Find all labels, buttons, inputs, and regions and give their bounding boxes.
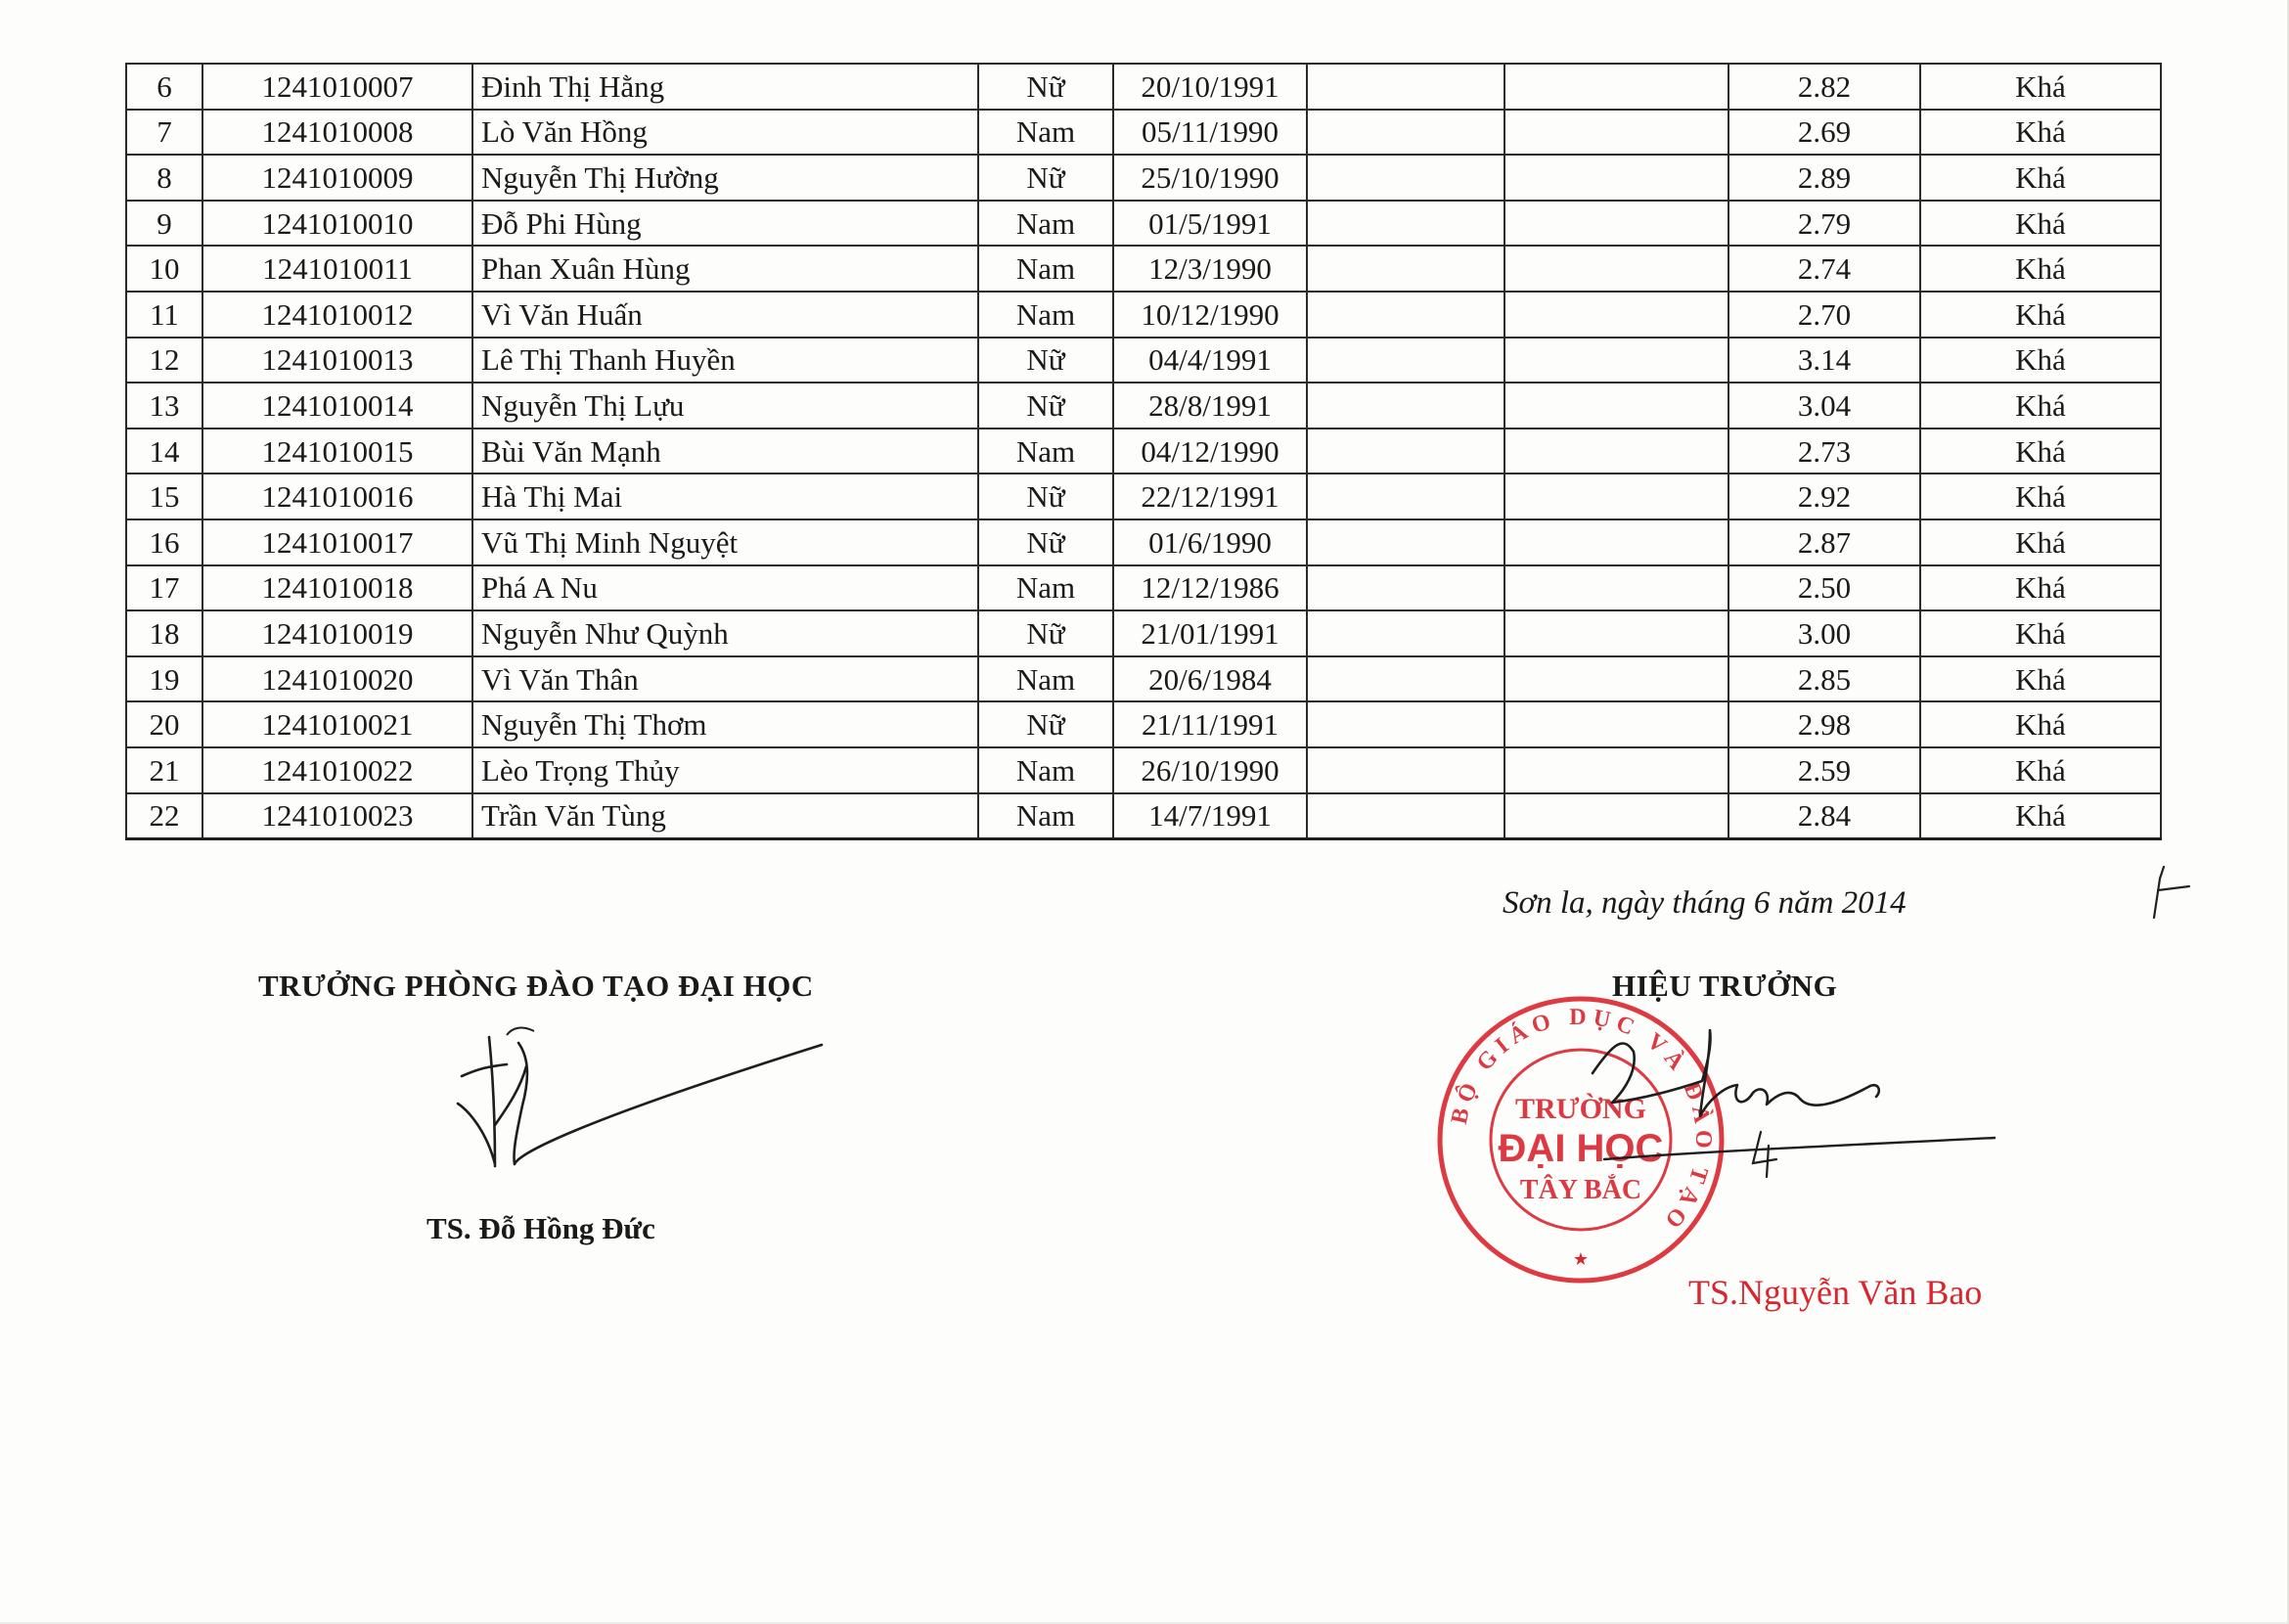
student-id-cell: 1241010007 <box>202 64 472 110</box>
table-row <box>126 793 2161 839</box>
classification-cell: Khá <box>1920 64 2161 110</box>
gpa-score-cell: 2.84 <box>1728 793 1920 839</box>
gender-cell: Nữ <box>978 701 1113 747</box>
classification-cell: Khá <box>1920 246 2161 292</box>
gender-cell: Nam <box>978 292 1113 338</box>
student-name-cell: Nguyễn Thị Hường <box>472 155 978 201</box>
gender-cell: Nữ <box>978 338 1113 383</box>
date-of-birth-cell: 21/11/1991 <box>1113 701 1307 747</box>
classification-cell: Khá <box>1920 429 2161 474</box>
student-name-cell: Nguyễn Thị Thơm <box>472 701 978 747</box>
gender-cell: Nữ <box>978 64 1113 110</box>
classification-cell: Khá <box>1920 656 2161 702</box>
classification-cell: Khá <box>1920 474 2161 519</box>
row-number-cell: 19 <box>126 656 202 702</box>
student-name-cell: Vũ Thị Minh Nguyệt <box>472 519 978 565</box>
gpa-score-cell: 2.82 <box>1728 64 1920 110</box>
classification-cell: Khá <box>1920 292 2161 338</box>
empty-cell-cell <box>1504 656 1728 702</box>
student-id-cell: 1241010009 <box>202 155 472 201</box>
svg-text:TRƯỜNG: TRƯỜNG <box>1515 1093 1646 1125</box>
empty-cell-cell <box>1307 64 1504 110</box>
empty-cell-cell <box>1504 383 1728 429</box>
student-id-cell: 1241010015 <box>202 429 472 474</box>
empty-cell-cell <box>1307 565 1504 611</box>
empty-cell-cell <box>1504 747 1728 793</box>
svg-text:★: ★ <box>1572 1249 1590 1269</box>
gender-cell: Nam <box>978 656 1113 702</box>
student-name-cell: Phan Xuân Hùng <box>472 246 978 292</box>
empty-cell-cell <box>1307 793 1504 839</box>
student-name-cell: Nguyễn Thị Lựu <box>472 383 978 429</box>
empty-cell-cell <box>1307 246 1504 292</box>
date-of-birth-cell: 20/6/1984 <box>1113 656 1307 702</box>
row-number-cell: 21 <box>126 747 202 793</box>
gender-cell: Nữ <box>978 519 1113 565</box>
student-id-cell: 1241010008 <box>202 110 472 156</box>
table-row <box>126 519 2161 565</box>
empty-cell-cell <box>1504 474 1728 519</box>
row-number-cell: 15 <box>126 474 202 519</box>
student-name-cell: Vì Văn Huấn <box>472 292 978 338</box>
gender-cell: Nữ <box>978 383 1113 429</box>
student-id-cell: 1241010011 <box>202 246 472 292</box>
table-row <box>126 474 2161 519</box>
right-signatory-name: TS.Nguyễn Văn Bao <box>1688 1273 1983 1312</box>
date-of-birth-cell: 20/10/1991 <box>1113 64 1307 110</box>
table-row <box>126 246 2161 292</box>
student-name-cell: Hà Thị Mai <box>472 474 978 519</box>
row-number-cell: 8 <box>126 155 202 201</box>
gpa-score-cell: 2.73 <box>1728 429 1920 474</box>
student-name-cell: Phá A Nu <box>472 565 978 611</box>
empty-cell-cell <box>1307 110 1504 156</box>
gpa-score-cell: 2.50 <box>1728 565 1920 611</box>
student-name-cell: Bùi Văn Mạnh <box>472 429 978 474</box>
gender-cell: Nam <box>978 429 1113 474</box>
empty-cell-cell <box>1307 656 1504 702</box>
empty-cell-cell <box>1307 429 1504 474</box>
date-of-birth-cell: 01/6/1990 <box>1113 519 1307 565</box>
classification-cell: Khá <box>1920 338 2161 383</box>
classification-cell: Khá <box>1920 701 2161 747</box>
gpa-score-cell: 3.00 <box>1728 610 1920 656</box>
empty-cell-cell <box>1307 155 1504 201</box>
student-name-cell: Lò Văn Hồng <box>472 110 978 156</box>
empty-cell-cell <box>1504 519 1728 565</box>
gender-cell: Nữ <box>978 610 1113 656</box>
left-signature <box>450 1017 831 1184</box>
table-row <box>126 110 2161 156</box>
student-id-cell: 1241010016 <box>202 474 472 519</box>
classification-cell: Khá <box>1920 110 2161 156</box>
classification-cell: Khá <box>1920 747 2161 793</box>
empty-cell-cell <box>1307 474 1504 519</box>
classification-cell: Khá <box>1920 793 2161 839</box>
check-mark-icon <box>2148 861 2193 920</box>
student-id-cell: 1241010023 <box>202 793 472 839</box>
row-number-cell: 20 <box>126 701 202 747</box>
row-number-cell: 10 <box>126 246 202 292</box>
empty-cell-cell <box>1307 519 1504 565</box>
student-id-cell: 1241010010 <box>202 201 472 247</box>
gender-cell: Nam <box>978 793 1113 839</box>
row-number-cell: 17 <box>126 565 202 611</box>
gpa-score-cell: 2.89 <box>1728 155 1920 201</box>
student-name-cell: Vì Văn Thân <box>472 656 978 702</box>
classification-cell: Khá <box>1920 519 2161 565</box>
gpa-score-cell: 3.14 <box>1728 338 1920 383</box>
grades-table-body <box>126 64 2161 839</box>
svg-text:TÂY BẮC: TÂY BẮC <box>1519 1175 1642 1205</box>
empty-cell-cell <box>1504 429 1728 474</box>
student-id-cell: 1241010021 <box>202 701 472 747</box>
table-row <box>126 383 2161 429</box>
gender-cell: Nam <box>978 201 1113 247</box>
date-of-birth-cell: 22/12/1991 <box>1113 474 1307 519</box>
grades-table <box>125 63 2162 840</box>
right-signature <box>1585 1022 1996 1194</box>
classification-cell: Khá <box>1920 201 2161 247</box>
classification-cell: Khá <box>1920 610 2161 656</box>
row-number-cell: 16 <box>126 519 202 565</box>
empty-cell-cell <box>1504 246 1728 292</box>
student-name-cell: Trần Văn Tùng <box>472 793 978 839</box>
classification-cell: Khá <box>1920 155 2161 201</box>
table-row <box>126 565 2161 611</box>
date-of-birth-cell: 04/12/1990 <box>1113 429 1307 474</box>
row-number-cell: 22 <box>126 793 202 839</box>
empty-cell-cell <box>1504 292 1728 338</box>
empty-cell-cell <box>1504 155 1728 201</box>
classification-cell: Khá <box>1920 565 2161 611</box>
table-row <box>126 701 2161 747</box>
gpa-score-cell: 2.74 <box>1728 246 1920 292</box>
empty-cell-cell <box>1307 701 1504 747</box>
student-id-cell: 1241010018 <box>202 565 472 611</box>
empty-cell-cell <box>1504 64 1728 110</box>
empty-cell-cell <box>1504 701 1728 747</box>
table-row <box>126 201 2161 247</box>
table-row <box>126 610 2161 656</box>
gpa-score-cell: 3.04 <box>1728 383 1920 429</box>
empty-cell-cell <box>1504 201 1728 247</box>
gpa-score-cell: 2.85 <box>1728 656 1920 702</box>
empty-cell-cell <box>1307 610 1504 656</box>
date-line: Sơn la, ngày tháng 6 năm 2014 <box>1503 885 1907 921</box>
student-id-cell: 1241010022 <box>202 747 472 793</box>
row-number-cell: 14 <box>126 429 202 474</box>
row-number-cell: 12 <box>126 338 202 383</box>
empty-cell-cell <box>1307 338 1504 383</box>
svg-text:BỘ GIÁO DỤC VÀ ĐÀO TẠO: BỘ GIÁO DỤC VÀ ĐÀO TẠO <box>1446 1004 1717 1238</box>
date-of-birth-cell: 12/3/1990 <box>1113 246 1307 292</box>
empty-cell-cell <box>1504 110 1728 156</box>
gender-cell: Nam <box>978 246 1113 292</box>
date-of-birth-cell: 14/7/1991 <box>1113 793 1307 839</box>
student-id-cell: 1241010017 <box>202 519 472 565</box>
student-id-cell: 1241010014 <box>202 383 472 429</box>
table-row <box>126 656 2161 702</box>
date-of-birth-cell: 05/11/1990 <box>1113 110 1307 156</box>
student-name-cell: Đinh Thị Hằng <box>472 64 978 110</box>
gender-cell: Nữ <box>978 155 1113 201</box>
student-id-cell: 1241010013 <box>202 338 472 383</box>
empty-cell-cell <box>1307 383 1504 429</box>
gender-cell: Nữ <box>978 474 1113 519</box>
student-id-cell: 1241010020 <box>202 656 472 702</box>
student-name-cell: Lèo Trọng Thủy <box>472 747 978 793</box>
table-row <box>126 155 2161 201</box>
row-number-cell: 18 <box>126 610 202 656</box>
empty-cell-cell <box>1307 747 1504 793</box>
gpa-score-cell: 2.79 <box>1728 201 1920 247</box>
date-of-birth-cell: 12/12/1986 <box>1113 565 1307 611</box>
gpa-score-cell: 2.70 <box>1728 292 1920 338</box>
table-row <box>126 338 2161 383</box>
row-number-cell: 9 <box>126 201 202 247</box>
empty-cell-cell <box>1504 610 1728 656</box>
gpa-score-cell: 2.98 <box>1728 701 1920 747</box>
table-row <box>126 292 2161 338</box>
left-signatory-title: TRƯỞNG PHÒNG ĐÀO TẠO ĐẠI HỌC <box>258 969 814 1003</box>
row-number-cell: 13 <box>126 383 202 429</box>
empty-cell-cell <box>1504 793 1728 839</box>
row-number-cell: 11 <box>126 292 202 338</box>
student-id-cell: 1241010019 <box>202 610 472 656</box>
left-signatory-name: TS. Đỗ Hồng Đức <box>426 1211 655 1245</box>
empty-cell-cell <box>1504 565 1728 611</box>
date-of-birth-cell: 10/12/1990 <box>1113 292 1307 338</box>
student-name-cell: Lê Thị Thanh Huyền <box>472 338 978 383</box>
classification-cell: Khá <box>1920 383 2161 429</box>
table-row <box>126 429 2161 474</box>
gpa-score-cell: 2.87 <box>1728 519 1920 565</box>
student-name-cell: Đỗ Phi Hùng <box>472 201 978 247</box>
gpa-score-cell: 2.92 <box>1728 474 1920 519</box>
date-of-birth-cell: 28/8/1991 <box>1113 383 1307 429</box>
row-number-cell: 6 <box>126 64 202 110</box>
row-number-cell: 7 <box>126 110 202 156</box>
table-row <box>126 64 2161 110</box>
gender-cell: Nam <box>978 110 1113 156</box>
right-signatory-title: HIỆU TRƯỞNG <box>1612 969 1838 1003</box>
date-of-birth-cell: 25/10/1990 <box>1113 155 1307 201</box>
gender-cell: Nam <box>978 565 1113 611</box>
table-row <box>126 747 2161 793</box>
empty-cell-cell <box>1307 292 1504 338</box>
date-of-birth-cell: 01/5/1991 <box>1113 201 1307 247</box>
date-of-birth-cell: 04/4/1991 <box>1113 338 1307 383</box>
svg-text:ĐẠI HỌC: ĐẠI HỌC <box>1498 1127 1664 1170</box>
student-id-cell: 1241010012 <box>202 292 472 338</box>
date-of-birth-cell: 26/10/1990 <box>1113 747 1307 793</box>
gender-cell: Nam <box>978 747 1113 793</box>
student-name-cell: Nguyễn Như Quỳnh <box>472 610 978 656</box>
gpa-score-cell: 2.69 <box>1728 110 1920 156</box>
empty-cell-cell <box>1504 338 1728 383</box>
gpa-score-cell: 2.59 <box>1728 747 1920 793</box>
date-of-birth-cell: 21/01/1991 <box>1113 610 1307 656</box>
empty-cell-cell <box>1307 201 1504 247</box>
